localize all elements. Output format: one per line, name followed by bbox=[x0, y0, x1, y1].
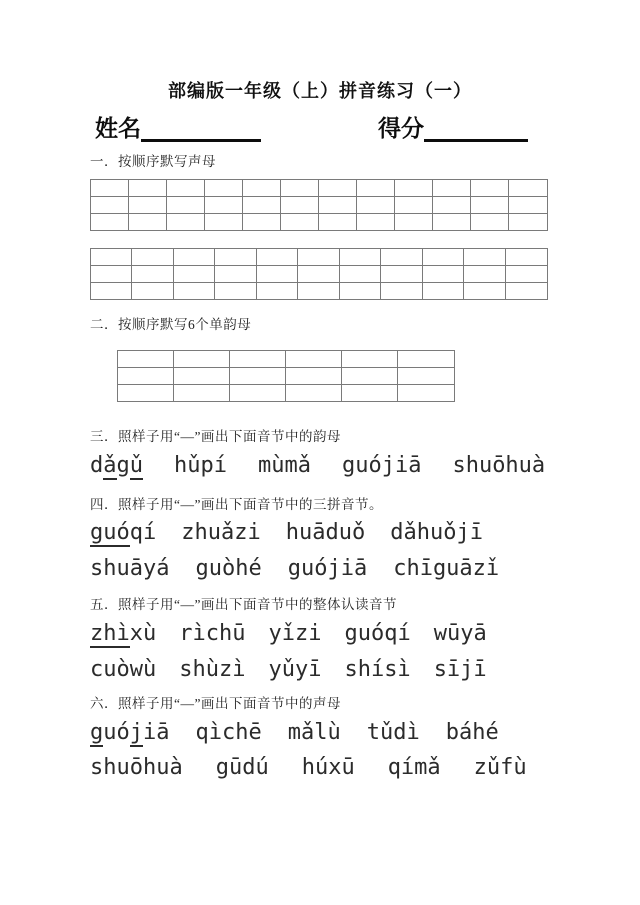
grid-cell bbox=[342, 385, 398, 401]
grid-cell bbox=[132, 266, 173, 283]
grid-cell bbox=[395, 214, 433, 230]
grid-cell bbox=[340, 283, 381, 299]
pinyin-word: yǐzi bbox=[268, 621, 322, 646]
grid-cell bbox=[506, 283, 547, 299]
grid-cell bbox=[91, 249, 132, 266]
grid-cell bbox=[257, 266, 298, 283]
grid-cell bbox=[132, 283, 173, 299]
pinyin-word: shísì bbox=[344, 657, 411, 682]
grid-cell bbox=[509, 214, 547, 230]
grid-cell bbox=[509, 197, 547, 214]
grid-cell bbox=[286, 385, 342, 401]
section-initials-heading: 一．按顺序默写声母 bbox=[90, 154, 216, 169]
grid-cell bbox=[423, 266, 464, 283]
grid-cell bbox=[230, 368, 286, 385]
grid-cell bbox=[91, 266, 132, 283]
grid-cell bbox=[118, 351, 174, 368]
grid-cell bbox=[257, 249, 298, 266]
pinyin-word: zhuǎzi bbox=[181, 520, 261, 545]
pinyin-word-example: guójiā bbox=[90, 720, 170, 745]
grid-cell bbox=[342, 368, 398, 385]
grid-cell bbox=[342, 351, 398, 368]
grid-cell bbox=[215, 266, 256, 283]
grid-cell bbox=[286, 368, 342, 385]
name-blank-line bbox=[141, 115, 261, 142]
section-three-letter-heading: 四．照样子用“—”画出下面音节中的三拼音节。 bbox=[90, 497, 383, 512]
grid-cell bbox=[281, 214, 319, 230]
pinyin-word: qìchē bbox=[195, 720, 262, 745]
grid-cell bbox=[205, 180, 243, 197]
pinyin-word: gūdú bbox=[215, 755, 269, 780]
grid-cell bbox=[357, 180, 395, 197]
grid-cell bbox=[215, 283, 256, 299]
grid-cell bbox=[298, 249, 339, 266]
grid-cell bbox=[464, 283, 505, 299]
grid-cell bbox=[243, 214, 281, 230]
grid-cell bbox=[230, 351, 286, 368]
pinyin-row-whole-1 bbox=[90, 619, 550, 649]
grid-cell bbox=[281, 197, 319, 214]
pinyin-row-initials-2 bbox=[90, 753, 550, 783]
finals-answer-grid bbox=[117, 350, 455, 402]
grid-cell bbox=[433, 197, 471, 214]
grid-cell bbox=[174, 283, 215, 299]
section-finals bbox=[90, 315, 550, 402]
grid-cell bbox=[471, 180, 509, 197]
page-title: 部编版一年级（上）拼音练习（一） bbox=[168, 81, 472, 101]
grid-cell bbox=[381, 249, 422, 266]
grid-cell bbox=[357, 214, 395, 230]
pinyin-row-finals-1 bbox=[90, 451, 550, 481]
grid-cell bbox=[230, 385, 286, 401]
grid-cell bbox=[298, 266, 339, 283]
grid-cell bbox=[174, 249, 215, 266]
pinyin-word: tǔdì bbox=[366, 720, 420, 745]
grid-cell bbox=[91, 283, 132, 299]
grid-cell bbox=[319, 197, 357, 214]
section-mark-finals bbox=[90, 427, 550, 481]
grid-cell bbox=[298, 283, 339, 299]
pinyin-word: shuōhuà bbox=[90, 755, 183, 780]
section-mark-finals-heading: 三．照样子用“—”画出下面音节中的韵母 bbox=[90, 429, 341, 444]
section-finals-heading: 二．按顺序默写6个单韵母 bbox=[90, 317, 252, 332]
grid-cell bbox=[132, 249, 173, 266]
grid-cell bbox=[340, 249, 381, 266]
grid-cell bbox=[395, 197, 433, 214]
grid-cell bbox=[118, 368, 174, 385]
grid-cell bbox=[471, 214, 509, 230]
grid-cell bbox=[243, 197, 281, 214]
grid-cell bbox=[319, 180, 357, 197]
score-blank-line bbox=[424, 115, 528, 142]
pinyin-word: húxū bbox=[301, 755, 355, 780]
grid-cell bbox=[471, 197, 509, 214]
grid-cell bbox=[205, 214, 243, 230]
grid-cell bbox=[91, 180, 129, 197]
grid-cell bbox=[286, 351, 342, 368]
initials-answer-grid-2 bbox=[90, 248, 548, 300]
grid-cell bbox=[174, 266, 215, 283]
pinyin-word: guòhé bbox=[195, 556, 262, 581]
grid-cell bbox=[433, 180, 471, 197]
section-whole-syllables bbox=[90, 595, 550, 685]
pinyin-word: rìchū bbox=[179, 621, 246, 646]
grid-cell bbox=[506, 266, 547, 283]
grid-cell bbox=[243, 180, 281, 197]
grid-cell bbox=[205, 197, 243, 214]
grid-cell bbox=[174, 351, 230, 368]
grid-cell bbox=[319, 214, 357, 230]
pinyin-word: shùzì bbox=[179, 657, 246, 682]
grid-cell bbox=[340, 266, 381, 283]
grid-cell bbox=[215, 249, 256, 266]
pinyin-word: yǔyī bbox=[268, 657, 322, 682]
initials-answer-grid-1 bbox=[90, 179, 548, 231]
section-mark-initials-heading: 六．照样子用“—”画出下面音节中的声母 bbox=[90, 696, 341, 711]
section-mark-initials bbox=[90, 694, 550, 783]
pinyin-word-example: guóqí bbox=[90, 520, 157, 545]
pinyin-row-initials-1 bbox=[90, 718, 550, 748]
grid-cell bbox=[129, 180, 167, 197]
grid-cell bbox=[118, 385, 174, 401]
pinyin-row-three-letter-2 bbox=[90, 554, 550, 584]
grid-cell bbox=[423, 249, 464, 266]
pinyin-word: qímǎ bbox=[387, 755, 441, 780]
pinyin-word: guóqí bbox=[344, 621, 411, 646]
grid-cell bbox=[398, 385, 454, 401]
pinyin-word: guójiā bbox=[341, 453, 422, 478]
pinyin-word-example: zhìxù bbox=[90, 621, 157, 646]
grid-cell bbox=[129, 197, 167, 214]
pinyin-word: shuāyá bbox=[90, 556, 170, 581]
pinyin-word: mùmǎ bbox=[257, 453, 311, 478]
grid-cell bbox=[509, 180, 547, 197]
grid-cell bbox=[91, 197, 129, 214]
grid-cell bbox=[281, 180, 319, 197]
name-label: 姓名 bbox=[95, 115, 141, 141]
pinyin-word: shuōhuà bbox=[452, 453, 546, 478]
grid-cell bbox=[395, 180, 433, 197]
pinyin-word: báhé bbox=[445, 720, 499, 745]
grid-cell bbox=[174, 368, 230, 385]
grid-cell bbox=[464, 249, 505, 266]
pinyin-word: cuòwù bbox=[90, 657, 157, 682]
section-whole-syllables-heading: 五．照样子用“—”画出下面音节中的整体认读音节 bbox=[90, 597, 397, 612]
pinyin-word-example: dǎgǔ bbox=[90, 453, 143, 478]
pinyin-word: sījī bbox=[433, 657, 487, 682]
grid-cell bbox=[398, 351, 454, 368]
pinyin-word: mǎlù bbox=[287, 720, 341, 745]
grid-cell bbox=[174, 385, 230, 401]
grid-cell bbox=[464, 266, 505, 283]
pinyin-row-three-letter-1 bbox=[90, 518, 550, 548]
grid-cell bbox=[167, 214, 205, 230]
section-initials bbox=[90, 152, 550, 300]
grid-cell bbox=[398, 368, 454, 385]
grid-cell bbox=[91, 214, 129, 230]
grid-cell bbox=[506, 249, 547, 266]
score-label: 得分 bbox=[378, 115, 424, 141]
grid-cell bbox=[423, 283, 464, 299]
grid-cell bbox=[167, 180, 205, 197]
grid-cell bbox=[433, 214, 471, 230]
pinyin-word: dǎhuǒjī bbox=[390, 520, 483, 545]
pinyin-word: guójiā bbox=[287, 556, 368, 581]
grid-cell bbox=[129, 214, 167, 230]
grid-cell bbox=[381, 283, 422, 299]
pinyin-word: hǔpí bbox=[174, 453, 227, 478]
pinyin-word: zǔfù bbox=[473, 755, 527, 780]
grid-cell bbox=[167, 197, 205, 214]
grid-cell bbox=[357, 197, 395, 214]
grid-cell bbox=[257, 283, 298, 299]
name-score-line bbox=[95, 110, 550, 142]
pinyin-word: wūyā bbox=[433, 621, 487, 646]
grid-cell bbox=[381, 266, 422, 283]
pinyin-word: chīguāzǐ bbox=[393, 556, 500, 581]
section-three-letter-syllables bbox=[90, 495, 550, 584]
pinyin-word: huāduǒ bbox=[285, 520, 366, 545]
pinyin-row-whole-2 bbox=[90, 655, 550, 685]
